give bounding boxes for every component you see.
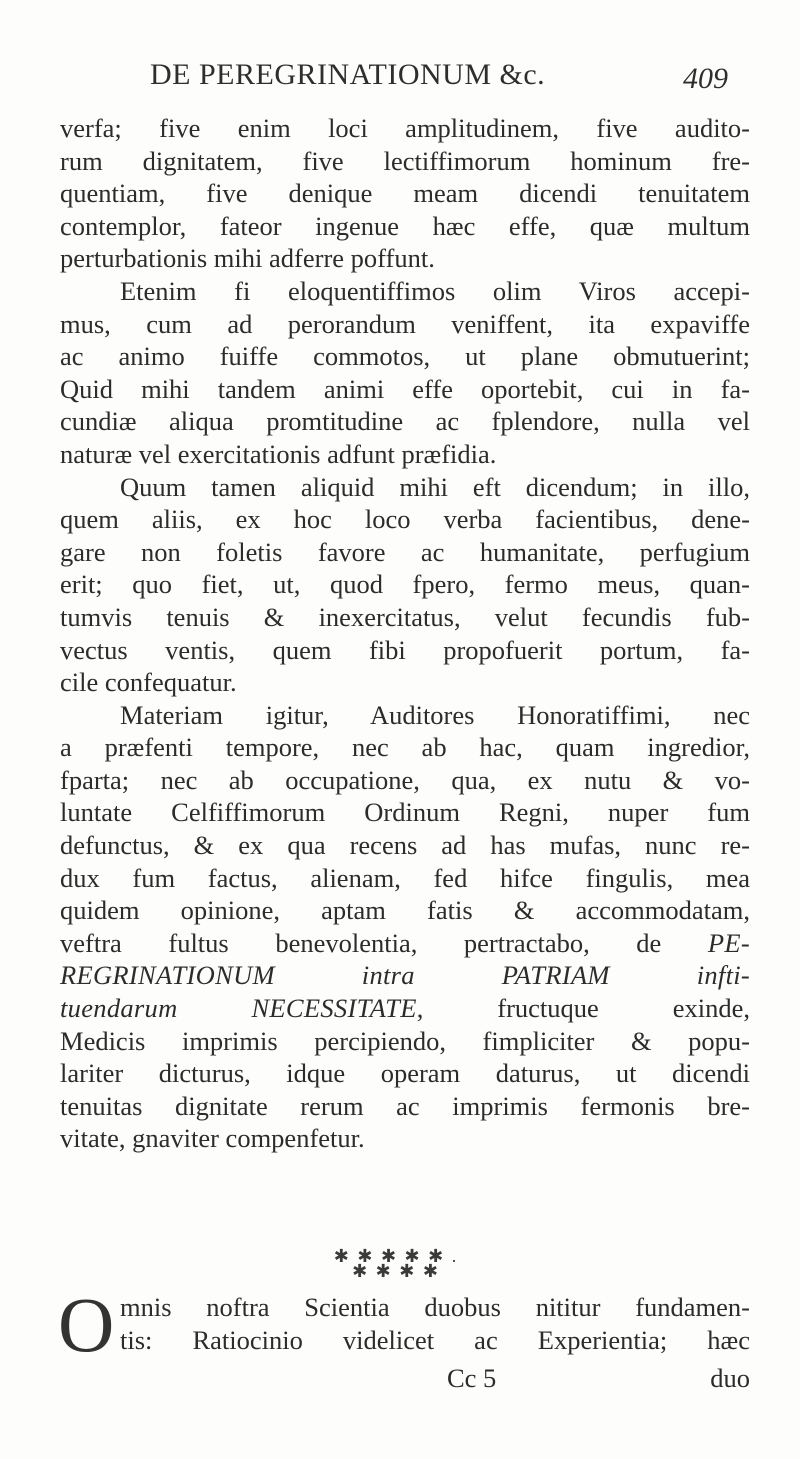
text-line: perturbationis mihi adferre poffunt.: [60, 243, 435, 274]
text-line: a præfenti tempore, nec ab hac, quam ingredior,: [60, 732, 750, 763]
text-line: tumvis tenuis & inexercitatus, velut fecundis fub-: [60, 601, 750, 632]
text-line: mnis noftra Scientia duobus nititur fundamen-: [120, 1292, 750, 1322]
text-line: quidem opinione, aptam fatis & accommodatam,: [60, 895, 750, 926]
text-line: tis: Ratiocinio videlicet ac Experientia; hæc: [120, 1324, 750, 1355]
italic-segment: tuendarum: [60, 993, 178, 1024]
text-line: defunctus, & ex qua recens ad has mufas, nunc re-: [60, 830, 750, 861]
text-line-mixed: [60, 992, 750, 1025]
text-segment: veftra fultus benevolentia, pertractabo, de: [60, 927, 662, 958]
text-line: vitate, gnaviter compenfetur.: [60, 1123, 365, 1154]
page-number: 409: [683, 62, 728, 95]
page-footer: [60, 1361, 750, 1395]
text-line-mixed: [60, 927, 750, 960]
signature-mark: Cc 5: [447, 1363, 497, 1393]
text-line: mus, cum ad perorandum veniffent, ita expaviffe: [60, 308, 750, 339]
catchword: duo: [710, 1363, 750, 1393]
text-line: Quid mihi tandem animi effe oportebit, cui in fa-: [60, 373, 750, 404]
text-line: naturæ vel exercitationis adfunt præfidia.: [60, 438, 497, 469]
text-line: luntate Celfiffimorum Ordinum Regni, nuper fum: [60, 797, 750, 828]
italic-segment: intra: [361, 960, 415, 991]
text-line: gare non foletis favore ac humanitate, perfugium: [60, 536, 750, 567]
text-line-mixed: [60, 959, 750, 992]
drop-cap-paragraph: [120, 1291, 750, 1356]
ornament-row-bottom: ✱ ✱ ✱ ✱: [352, 1261, 440, 1281]
text-line: tenuitas dignitate rerum ac imprimis fermonis bre-: [60, 1090, 750, 1121]
text-line: lariter dicturus, idque operam daturus, ut dicendi: [60, 1058, 750, 1089]
text-segment: , fructuque exinde,: [416, 993, 750, 1024]
drop-cap: O: [58, 1281, 115, 1368]
text-line: dux fum factus, alienam, fed hifce fingulis, mea: [60, 862, 750, 893]
text-line: vectus ventis, quem fibi propofuerit portum, fa-: [60, 634, 750, 665]
text-line: cundiæ aliqua promtitudine ac fplendore, nulla vel: [60, 406, 750, 437]
running-head: DE PEREGRINATIONUM &c.: [150, 58, 546, 91]
text-line: ac animo fuiffe commotos, ut plane obmutuerint;: [60, 341, 750, 372]
text-line: cile confequatur.: [60, 667, 237, 698]
italic-segment: PE-: [707, 927, 751, 958]
italic-segment: infti-: [696, 960, 751, 991]
text-line: quem aliis, ex hoc loco verba facientibus, dene-: [60, 504, 750, 535]
italic-segment: PATRIAM: [501, 960, 610, 991]
text-line: Quum tamen aliquid mihi eft dicendum; in illo,: [120, 471, 750, 502]
text-line: Medicis imprimis percipiendo, fimpliciter & popu-: [60, 1025, 750, 1056]
text-line: Etenim fi eloquentiffimos olim Viros accepi-: [120, 275, 750, 306]
text-line: rum dignitatem, five lectiffimorum hominum fre-: [60, 145, 750, 176]
text-line: quentiam, five denique meam dicendi tenuitatem: [60, 178, 750, 209]
text-line: Materiam igitur, Auditores Honoratiffimi, nec: [120, 699, 750, 730]
italic-segment: REGRINATIONUM: [60, 960, 275, 991]
ornament-row-top: ✱ ✱ ✱ ✱ ✱ .: [333, 1246, 459, 1266]
text-line: verfa; five enim loci amplitudinem, five audito-: [60, 113, 750, 143]
text-line: contemplor, fateor ingenue hæc effe, quæ multum: [60, 210, 750, 241]
body-text: [60, 112, 750, 1155]
text-line: fparta; nec ab occupatione, qua, ex nutu & vo-: [60, 764, 750, 795]
text-line: erit; quo fiet, ut, quod fpero, fermo meus, quan-: [60, 569, 750, 600]
italic-segment: NECESSITATE: [251, 993, 417, 1024]
